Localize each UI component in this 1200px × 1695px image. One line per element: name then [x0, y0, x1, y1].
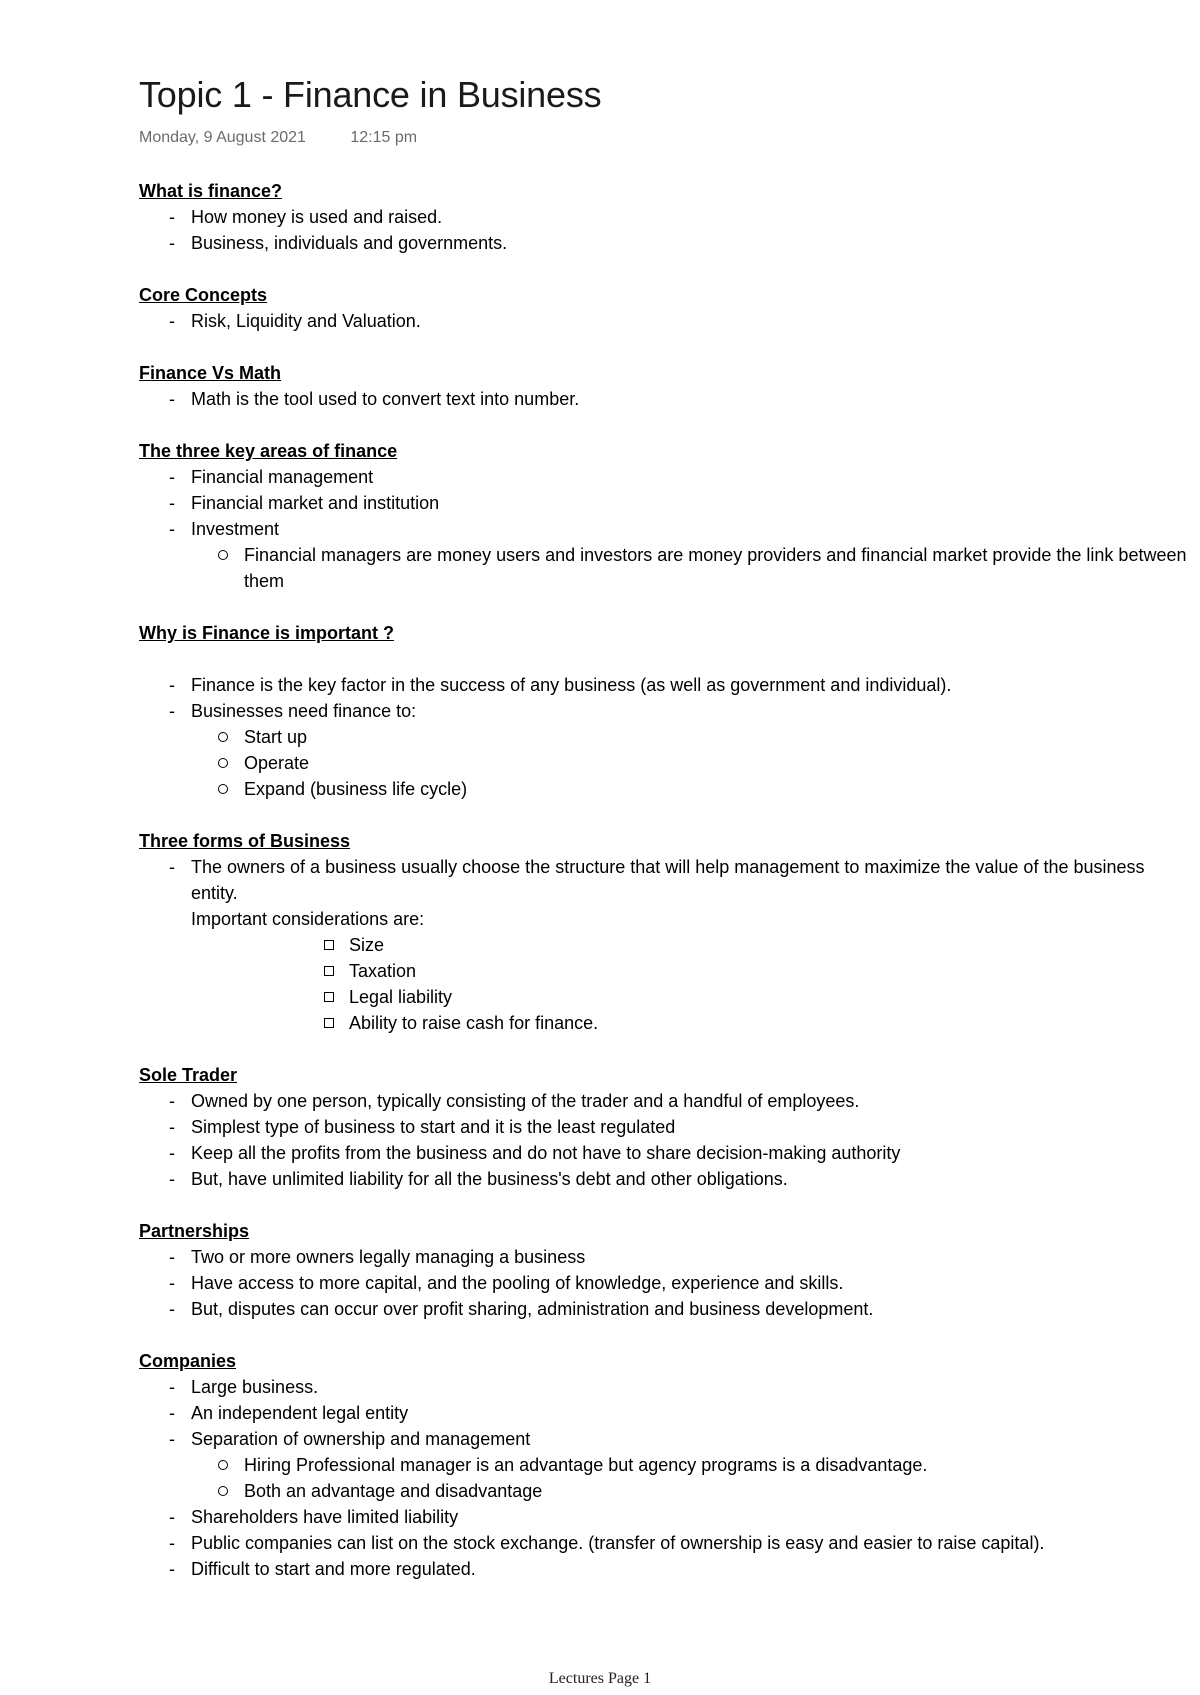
dash-bullet: -	[169, 1273, 175, 1293]
dash-bullet: -	[169, 1507, 175, 1527]
section-finance-vs-math	[139, 360, 1189, 412]
list-item: - Businesses need finance to:	[139, 698, 1189, 724]
list-item: - Math is the tool used to convert text into number.	[139, 386, 1189, 412]
section-heading: Core Concepts	[139, 285, 268, 305]
dash-bullet: -	[169, 493, 175, 513]
square-bullet-icon	[324, 992, 334, 1002]
circle-bullet-icon	[218, 784, 228, 794]
list-item: - Large business.	[139, 1374, 1189, 1400]
sub-list-item: Start up	[139, 724, 1189, 750]
page-metadata	[139, 129, 417, 147]
dash-bullet: -	[169, 857, 175, 877]
list-item: - But, disputes can occur over profit sharing, administration and business development.	[139, 1296, 1189, 1322]
list-item: - Keep all the profits from the business and do not have to share decision-making authority	[139, 1140, 1189, 1166]
list-item: - Business, individuals and governments.	[139, 230, 1189, 256]
sub-list-item: Financial managers are money users and investors are money providers and financial market provide the link between them	[139, 542, 1189, 594]
note-body	[139, 178, 1189, 1608]
section-heading: The three key areas of finance	[139, 441, 398, 461]
section-heading: Partnerships	[139, 1221, 250, 1241]
circle-bullet-icon	[218, 1486, 228, 1496]
dash-bullet: -	[169, 701, 175, 721]
section-partnerships	[139, 1218, 1189, 1322]
dash-bullet: -	[169, 1299, 175, 1319]
section-sole-trader	[139, 1062, 1189, 1192]
bullet-list	[139, 1088, 1189, 1192]
list-item: - Have access to more capital, and the pooling of knowledge, experience and skills.	[139, 1270, 1189, 1296]
section-heading: Three forms of Business	[139, 831, 351, 851]
dash-bullet: -	[169, 675, 175, 695]
dash-bullet: -	[169, 1377, 175, 1397]
list-item: - Public companies can list on the stock exchange. (transfer of ownership is easy and easier to raise capital).	[139, 1530, 1189, 1556]
section-key-areas	[139, 438, 1189, 594]
bullet-list	[139, 464, 1189, 594]
list-item: - Separation of ownership and management	[139, 1426, 1189, 1452]
bullet-list	[139, 1374, 1189, 1582]
bullet-list	[139, 386, 1189, 412]
dash-bullet: -	[169, 1533, 175, 1553]
list-item: - Difficult to start and more regulated.	[139, 1556, 1189, 1582]
section-heading: Sole Trader	[139, 1065, 238, 1085]
bullet-list	[139, 204, 1189, 256]
circle-bullet-icon	[218, 758, 228, 768]
dash-bullet: -	[169, 233, 175, 253]
page-title: Topic 1 - Finance in Business	[139, 74, 602, 115]
circle-bullet-icon	[218, 550, 228, 560]
section-companies	[139, 1348, 1189, 1582]
list-item: - Finance is the key factor in the success of any business (as well as government and individual).	[139, 672, 1189, 698]
sub-list-item: Operate	[139, 750, 1189, 776]
square-bullet-icon	[324, 1018, 334, 1028]
dash-bullet: -	[169, 467, 175, 487]
dash-bullet: -	[169, 1559, 175, 1579]
sub-list-item: Expand (business life cycle)	[139, 776, 1189, 802]
dash-bullet: -	[169, 1169, 175, 1189]
list-item: - Simplest type of business to start and it is the least regulated	[139, 1114, 1189, 1140]
sub-list-item: Size	[139, 932, 1189, 958]
bullet-list	[139, 308, 1189, 334]
sub-list-item: Ability to raise cash for finance.	[139, 1010, 1189, 1036]
section-three-forms	[139, 828, 1189, 1036]
dash-bullet: -	[169, 311, 175, 331]
bullet-list	[139, 854, 1189, 1036]
section-heading: Finance Vs Math	[139, 363, 282, 383]
circle-bullet-icon	[218, 1460, 228, 1470]
continuation-text: Important considerations are:	[191, 909, 425, 929]
square-bullet-icon	[324, 966, 334, 976]
dash-bullet: -	[169, 389, 175, 409]
list-item: - Owned by one person, typically consisting of the trader and a handful of employees.	[139, 1088, 1189, 1114]
list-item: - Financial management	[139, 464, 1189, 490]
page-time: 12:15 pm	[350, 129, 418, 146]
list-item: - How money is used and raised.	[139, 204, 1189, 230]
list-item: - The owners of a business usually choose the structure that will help management to maximize the value of the business entity.	[139, 854, 1189, 906]
section-heading: Companies	[139, 1351, 237, 1371]
list-item: - Risk, Liquidity and Valuation.	[139, 308, 1189, 334]
list-item: - Investment	[139, 516, 1189, 542]
section-why-important	[139, 620, 1189, 802]
sub-list-item: Both an advantage and disadvantage	[139, 1478, 1189, 1504]
section-what-is-finance	[139, 178, 1189, 256]
circle-bullet-icon	[218, 732, 228, 742]
list-item: - But, have unlimited liability for all the business's debt and other obligations.	[139, 1166, 1189, 1192]
sub-list-item: Hiring Professional manager is an advantage but agency programs is a disadvantage.	[139, 1452, 1189, 1478]
dash-bullet: -	[169, 1117, 175, 1137]
section-core-concepts	[139, 282, 1189, 334]
dash-bullet: -	[169, 1247, 175, 1267]
bullet-list	[139, 1244, 1189, 1322]
dash-bullet: -	[169, 1429, 175, 1449]
list-item: - Financial market and institution	[139, 490, 1189, 516]
dash-bullet: -	[169, 207, 175, 227]
dash-bullet: -	[169, 519, 175, 539]
square-bullet-icon	[324, 940, 334, 950]
list-item: - Two or more owners legally managing a business	[139, 1244, 1189, 1270]
bullet-list	[139, 672, 1189, 802]
list-item: - An independent legal entity	[139, 1400, 1189, 1426]
page-date: Monday, 9 August 2021	[139, 129, 306, 146]
page-footer: Lectures Page 1	[548, 1670, 652, 1687]
dash-bullet: -	[169, 1143, 175, 1163]
dash-bullet: -	[169, 1091, 175, 1111]
list-item: - Shareholders have limited liability	[139, 1504, 1189, 1530]
section-heading: Why is Finance is important ?	[139, 623, 395, 643]
sub-list-item: Legal liability	[139, 984, 1189, 1010]
dash-bullet: -	[169, 1403, 175, 1423]
sub-list-item: Taxation	[139, 958, 1189, 984]
section-heading: What is finance?	[139, 181, 283, 201]
